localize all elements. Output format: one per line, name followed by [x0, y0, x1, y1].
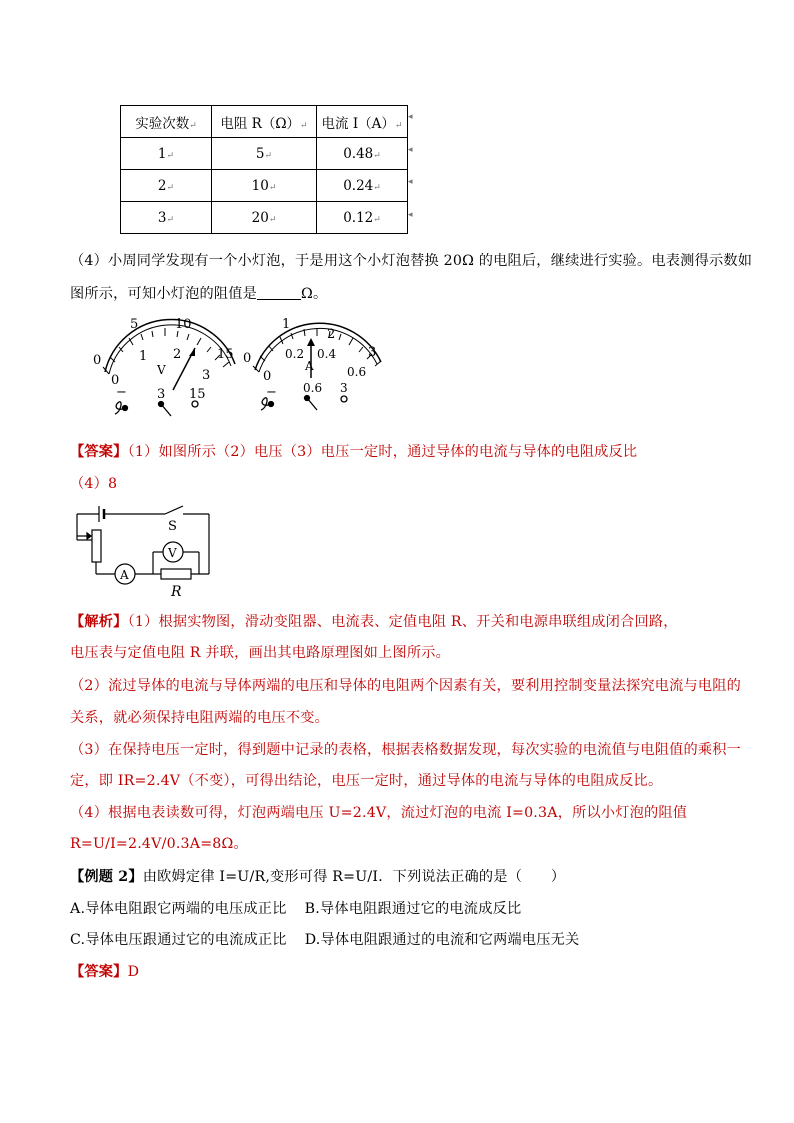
row-end-mark: ◂	[408, 112, 413, 122]
ammeter-lower-label: 0	[263, 369, 272, 384]
row-end-mark: ◂	[408, 177, 413, 187]
answer-line: 【答案】（1）如图所示（2）电压（3）电压一定时，通过导体的电流与导体的电阻成反比	[70, 444, 638, 460]
voltmeter-lower-label: 2	[173, 347, 182, 362]
table-row	[121, 170, 408, 202]
table-cell: 2↵	[121, 170, 212, 202]
voltmeter-lower-label: 1	[139, 349, 148, 364]
option-c: C.导体电压跟通过它的电流成正比	[70, 932, 287, 948]
voltmeter-upper-label: 10	[175, 317, 192, 332]
data-table	[120, 105, 408, 234]
voltmeter-dial	[103, 320, 235, 390]
terminal-label: 15	[189, 387, 206, 402]
answer-blank	[257, 285, 301, 300]
voltmeter-upper-label: 5	[130, 317, 139, 332]
example-2-stem: 【例题 2】由欧姆定律 I=U/R,变形可得 R=U/I．下列说法正确的是（ ）	[70, 869, 566, 885]
ammeter-upper-label: 3	[368, 345, 377, 360]
example-2-label: 【例题 2】	[70, 869, 143, 885]
example-2-options-row1	[70, 898, 730, 918]
ammeter-lower-label: 0.4	[317, 347, 337, 361]
analysis-line: R=U/I=2.4V/0.3A=8Ω。	[70, 836, 248, 852]
answer-2-line: 【答案】D	[70, 964, 140, 980]
answer-2-label: 【答案】	[70, 964, 128, 980]
option-b: B.导体电阻跟通过它的电流成反比	[304, 901, 522, 917]
voltmeter-upper-label: 15	[217, 347, 234, 362]
analysis-label: 【解析】	[70, 614, 128, 630]
ammeter-upper-label: 1	[282, 317, 291, 332]
table-header-cell: 电流 I（A）↵	[317, 106, 408, 138]
table-header-cell: 电阻 R（Ω）↵	[212, 106, 317, 138]
ammeter-lower-label: 0.6	[347, 365, 367, 379]
resistor-label: R	[171, 584, 182, 600]
option-a: A.导体电阻跟它两端的电压成正比	[70, 901, 287, 917]
circuit-voltmeter-symbol: V	[168, 546, 177, 560]
analysis-line: 电压表与定值电阻 R 并联，画出其电路原理图如上图所示。	[70, 645, 450, 661]
row-end-mark: ◂	[408, 210, 413, 220]
table-header-row	[121, 106, 408, 138]
ammeter-symbol: A	[305, 359, 314, 373]
circuit-ammeter-symbol: A	[120, 568, 129, 582]
analysis-line: （2）流过导体的电流与导体两端的电压和导体的电阻两个因素有关，要利用控制变量法探究电流与电阻的	[70, 678, 742, 694]
terminal-label: −	[116, 385, 127, 400]
table-header-cell: 实验次数↵	[121, 106, 212, 138]
table-cell: 0.24↵	[317, 170, 408, 202]
terminal-label: 0.6	[303, 381, 323, 395]
table-cell: 0.48↵	[317, 138, 408, 170]
example-2-options-row2	[70, 929, 730, 949]
table-cell: 0.12↵	[317, 202, 408, 234]
table-cell: 1↵	[121, 138, 212, 170]
analysis-line: （4）根据电表读数可得，灯泡两端电压 U=2.4V，流过灯泡的电流 I=0.3A，所以小灯泡的阻值	[70, 805, 688, 821]
table-cell: 20↵	[212, 202, 317, 234]
analysis-line: （3）在保持电压一定时，得到题中记录的表格，根据表格数据发现，每次实验的电流值与电阻值的乘积一	[70, 742, 742, 758]
voltmeter-terminals	[115, 401, 198, 416]
question-4-line1: （4）小周同学发现有一个小灯泡，于是用这个小灯泡替换 20Ω 的电阻后，继续进行实验。电表测得示数如	[70, 253, 753, 269]
analysis-line: 【解析】（1）根据实物图，滑动变阻器、电流表、定值电阻 R、开关和电源串联组成闭合回路，	[70, 614, 678, 630]
voltmeter-lower-label: 3	[202, 368, 211, 383]
switch-label: S	[168, 519, 177, 534]
voltmeter-upper-label: 0	[93, 353, 102, 368]
voltmeter-symbol: V	[157, 363, 166, 377]
circuit-diagram	[75, 500, 215, 600]
row-end-mark: ◂	[408, 145, 413, 155]
answer-line-2: （4）8	[70, 476, 118, 492]
option-d: D.导体电阻跟通过的电流和它两端电压无关	[304, 932, 580, 948]
ammeter-upper-label: 2	[327, 327, 336, 342]
table-cell: 3↵	[121, 202, 212, 234]
answer-label: 【答案】	[70, 444, 128, 460]
analysis-line: 关系，就必须保持电阻两端的电压不变。	[70, 710, 329, 726]
voltmeter-lower-label: 0	[111, 373, 120, 388]
table-row	[121, 138, 408, 170]
analysis-line: 定，即 IR=2.4V（不变），可得出结论，电压一定时，通过导体的电流与导体的电阻成反比。	[70, 773, 663, 789]
terminal-label: 3	[340, 381, 348, 395]
ammeter-upper-label: 0	[243, 351, 252, 366]
meters-figure	[85, 312, 405, 420]
terminal-label: 3	[157, 387, 166, 402]
table-cell: 10↵	[212, 170, 317, 202]
ammeter-lower-label: 0.2	[285, 347, 305, 361]
table-cell: 5↵	[212, 138, 317, 170]
table-row	[121, 202, 408, 234]
terminal-label: −	[266, 385, 277, 400]
question-4-line2: 图所示，可知小灯泡的阻值是 Ω。	[70, 286, 328, 302]
